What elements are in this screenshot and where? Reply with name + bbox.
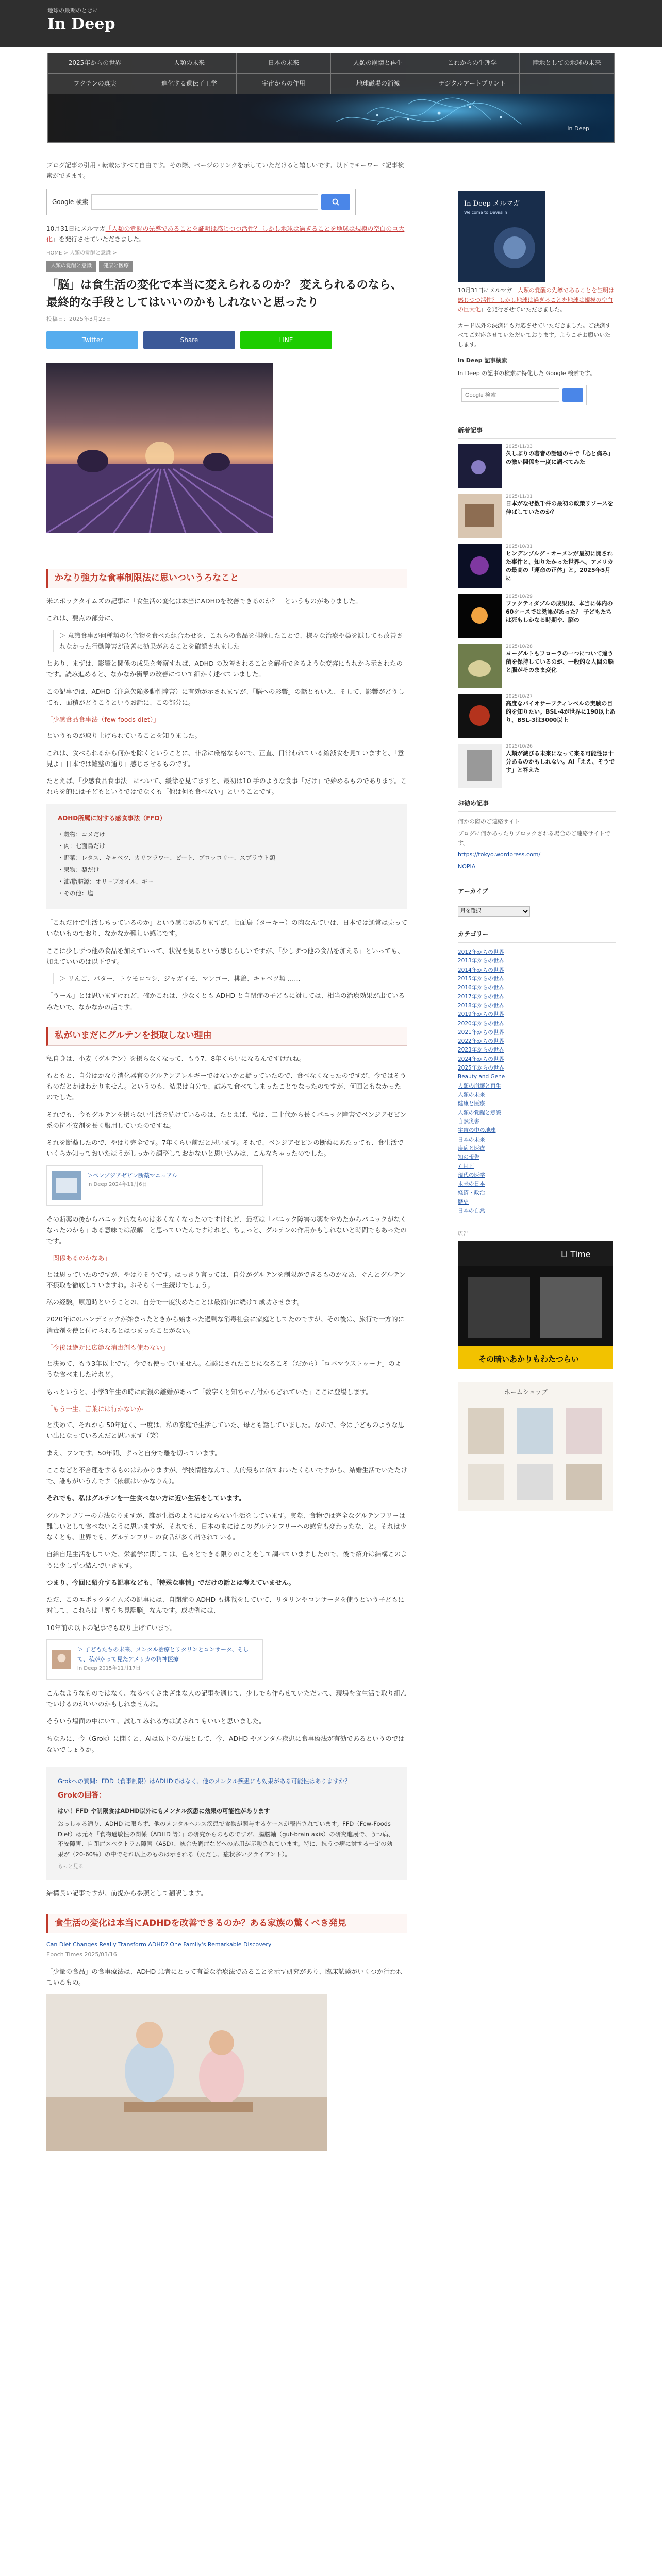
ad-label: 広告 <box>458 1231 468 1238</box>
post-thumbnail <box>458 544 502 588</box>
category-item <box>458 1171 616 1180</box>
category-link[interactable]: Beauty and Gene <box>458 1074 505 1080</box>
category-item <box>458 1117 616 1126</box>
category-link[interactable]: 2022年からの世界 <box>458 1038 504 1045</box>
category-link[interactable]: 2016年からの世界 <box>458 985 504 991</box>
source-meta: Epoch Times 2025/03/16 <box>46 1951 117 1958</box>
ad2-caption: ホームショップ <box>504 1388 548 1396</box>
paragraph: それを断薬したので、やはり完全です。7年くらい前だと思います。それで、ベンジアゼピンの断薬にあたっても、食生活でいくらか知っておいたほうがしっかり調整しておかないと思い込みは、こんなちゃったのでした。 <box>46 1139 404 1158</box>
share-buttons <box>46 331 407 349</box>
related-article-title[interactable]: ＞ 子どもたちの未来、メンタル治療とリタリンとコンサータ、そして、私がかって見たアメリカの精神医療 <box>77 1646 249 1663</box>
category-link[interactable]: 人類の未来 <box>458 1092 485 1098</box>
section-heading: 私がいまだにグルテンを摂取しない理由 <box>46 1027 407 1046</box>
paragraph: それでも、私はグルテンを一生食べない方に近い生活をしています。 <box>46 1494 245 1502</box>
category-link[interactable]: 日本の自然 <box>458 1208 485 1214</box>
category-item <box>458 975 616 984</box>
sidebar-post-item[interactable] <box>458 744 616 788</box>
related-article-card[interactable] <box>46 1639 263 1680</box>
google-search-label: Google 検索 <box>52 198 89 206</box>
post-date: 2025/10/29 <box>506 594 533 599</box>
category-item <box>458 1189 616 1197</box>
main-nav <box>48 53 614 94</box>
category-link[interactable]: 2015年からの世界 <box>458 975 504 982</box>
paragraph: 10年前の以下の記事でも取り上げています。 <box>46 1623 177 1632</box>
content-container <box>46 160 616 2172</box>
category-item <box>458 1126 616 1135</box>
share-line-button[interactable]: LINE <box>240 331 332 349</box>
category-link[interactable]: 2018年からの世界 <box>458 1002 504 1009</box>
archive-select[interactable] <box>458 906 530 917</box>
quote-block: ＞ リんご、バター、トウモロコシ、ジャガイモ、マンゴー、桃鶏、キャベツ類 …… <box>53 973 407 984</box>
paragraph: グルテンフリーの方法なりますが、誰が生活のようにはならない生活をしています。実際、食物では完全なグルテンフリーは難しいとして食べないように思いますが、それでも、日本のまにはこのグルテンフリーへの感覚も変わったな、と。それは少なくとも、世界でも、グルテンフリーの食品が多く出されている。 <box>46 1511 407 1541</box>
section-heading: 食生活の変化は本当にADHDを改善できるのか？ある家族の驚くべき発見 <box>46 1914 407 1934</box>
paragraph: 自給自足生活をしていた、栄養学に関しては、色々とできる限りのことをして調べていますしたので、後で紹介は結構このように少しずつ結んでいきます。 <box>46 1550 407 1569</box>
category-link[interactable]: 経済・政治 <box>458 1190 485 1196</box>
sidebar-archive-title: アーカイブ <box>458 886 616 900</box>
paragraph: 私自身は、小麦（グルテン）を摂らなくなって、もう7、8年くらいになるんですけれね。 <box>46 1054 306 1062</box>
category-item <box>458 1091 616 1099</box>
paragraph: 米エポックタイムズの記事に「食生活の変化は本当にADHDを改善できるのか？」というものがありました。 <box>46 597 362 605</box>
paragraph: そういう場面の中にいて、試してみれる方は試されてもいいと思いました。 <box>46 1717 266 1725</box>
post-title[interactable]: 高度なバイオサーフティレベルの実験の目的を知りたい。BSL-4が世界に190以上あり、BSL-3は3000以上 <box>506 700 616 723</box>
sidebar-search-title: In Deep 記事検索 <box>458 357 507 364</box>
share-facebook-button[interactable]: Share <box>143 331 235 349</box>
notice-suffix: 」を発行させていただきました。 <box>53 235 146 243</box>
nav-item-physiology[interactable]: これからの生理学 <box>425 53 520 74</box>
category-link[interactable]: 7 月刊 <box>458 1163 474 1170</box>
sidebar <box>458 160 616 2172</box>
sidebar-search-input[interactable] <box>461 388 559 402</box>
sidebar-post-item[interactable] <box>458 444 616 488</box>
category-item <box>458 1010 616 1019</box>
category-link[interactable]: 現代の医学 <box>458 1172 485 1178</box>
list-item: ・その他：塩 <box>58 890 93 897</box>
paragraph: まえ、ワンです、50年間、ずっと自分で離を切っています。 <box>46 1449 221 1457</box>
nopia-link-wrap <box>458 862 616 872</box>
category-link[interactable]: 2017年からの世界 <box>458 993 504 1000</box>
post-title[interactable]: ファクティダブルの成果は、本当に体内の60ケースでは効果があった？ 子どもたちは死もしかなる時期や、脳の <box>506 600 613 623</box>
category-item <box>458 1046 616 1055</box>
ad-caption: その暗いあかりもわたつらい <box>478 1354 580 1364</box>
intro-text: ブログ記事の引用・転載はすべて自由です。その際、ページのリンクを示していただけると嬉しいです。以下でキーワード記事検索ができます。 <box>46 162 404 180</box>
post-title[interactable]: ヒンデンブルグ・オーメンが最初に開された事件と、知りたかった世界へ。アメリカの最高の「運命の正体」と。2025年5月に <box>506 550 614 582</box>
category-link[interactable]: 2025年からの世界 <box>458 1065 504 1072</box>
nav-item-collapse-rebirth[interactable]: 人類の崩壊と再生 <box>331 53 425 74</box>
post-date: 2025/10/31 <box>506 544 533 549</box>
source-link[interactable]: Can Diet Changes Really Transform ADHD? One Family's Remarkable Discovery <box>46 1941 272 1948</box>
paragraph: ここに少しずつ他の食品を加えていって、状況を見るという感じらしいですが、「少しずつ他の食品を加える」といっても、加えていいのは以下です。 <box>46 946 404 965</box>
category-item <box>458 984 616 992</box>
category-link[interactable]: 日本の未来 <box>458 1136 485 1143</box>
search-input[interactable] <box>91 194 318 210</box>
nav-item-2025-world[interactable]: 2025年からの世界 <box>48 53 142 74</box>
newsletter-banner-title: In Deep メルマガ <box>464 200 520 208</box>
list-item: ・果物：梨だけ <box>58 866 100 874</box>
category-item <box>458 1020 616 1028</box>
sidebar-search-text: In Deep の記事の検索に特化した Google 検索です。 <box>458 369 596 377</box>
share-twitter-button[interactable]: Twitter <box>46 331 138 349</box>
paragraph: 2020年にのパンデミックが始まったときから始まった過剰な消毒社会に家庭としてたのですが、その後は、旅行で一方的に消毒剤を使と付けられるとはつまったことがない。 <box>46 1315 405 1334</box>
sidebar-ad-shop[interactable] <box>458 1382 613 1511</box>
category-link[interactable]: 2013年からの世界 <box>458 958 504 964</box>
newsletter-suffix: 」を発行させていただきました。 <box>481 306 566 313</box>
category-item <box>458 1180 616 1189</box>
category-tags <box>46 261 407 272</box>
paragraph: 「少量の食品」の食事療法は、ADHD 患者にとって有益な治療法であることを示す研究があり、臨床試験がいくつか行われているもの。 <box>46 1967 403 1986</box>
google-search-box <box>46 189 356 215</box>
category-item <box>458 1207 616 1215</box>
category-item <box>458 1082 616 1091</box>
paragraph: その断薬の後からパニック的なものは多くなくなったのですけれど、最初は「パニック障害の薬をやめたからパニックがなくなったのかも」ある意味では誤解」と思っていたんですけれど、ちょっと、グルテンの作用かもしれないと時間でもあったのです。 <box>46 1215 407 1245</box>
contact-site-desc: ブログに何かあったりブロックされる場合のご連絡サイトです。 <box>458 829 610 846</box>
category-link[interactable]: 2024年からの世界 <box>458 1056 504 1062</box>
post-title[interactable]: ヨーグルトもフローラの一つについて違う菌を保持しているのが、一般的な人間の脳と腸がそのまま変化 <box>506 650 614 673</box>
paragraph: ちなみに、今（Grok）に聞くと、AIは以下の方法として、今、ADHD やメンタル疾患に食事療法が有効であるというのではないでしょうか。 <box>46 1734 405 1753</box>
category-item <box>458 1002 616 1010</box>
paragraph: たとえば、「少感食品食事法」について、緩徐を見てますと、最初は10 手のような食事「だけ」で始めるものであります。これらを的には子どもというではでなくも「他は何も食べない」ということです。 <box>46 777 407 796</box>
category-tag[interactable]: 人類の覚醒と意識 <box>46 261 96 272</box>
nav-item-magnetic-field[interactable]: 地球磁場の消滅 <box>331 74 425 94</box>
sidebar-post-item[interactable] <box>458 544 616 588</box>
post-title[interactable]: 人類が滅びる未来になって来る可能性は十分あるのかもしれない。AI「ええ、そうです」と答えた <box>506 750 615 773</box>
paragraph: というものが取り上げられていることを知りました。 <box>46 732 202 740</box>
grok-answer-heading: Grokの回答： <box>58 1791 106 1800</box>
related-article-meta: In Deep 2024年11月6日 <box>87 1182 147 1188</box>
nopia-link[interactable]: NOPIA <box>458 863 476 870</box>
newsletter-notice <box>46 224 407 245</box>
category-item <box>458 1028 616 1037</box>
category-link[interactable]: 2014年からの世界 <box>458 967 504 973</box>
sidebar-recommend-title: お勧め記事 <box>458 798 616 812</box>
source-citation <box>46 1940 407 1959</box>
category-item <box>458 1037 616 1046</box>
nav-item-cosmic-action[interactable]: 宇宙からの作用 <box>237 74 331 94</box>
contact-site-link[interactable]: https://tokyo.wordpress.com/ <box>458 851 541 858</box>
quote-block: ＞ 意識食事が何種類の化合物を食べた組合わせを、これらの食品を排除したことで、様々な治療や薬を試しても改善されなかった行動障害が改善に効果があることを確認されました <box>53 630 407 652</box>
paragraph: これは、食べられるから何かを除くということに、非常に厳格なもので、正直、日常われている縮減食を見ていますと、「意見よ」日本では難整の通り」感じさせるものです。 <box>46 749 404 768</box>
site-header <box>0 0 662 47</box>
category-item <box>458 1073 616 1081</box>
sidebar-category-title: カテゴリー <box>458 929 616 943</box>
ffd-list <box>58 828 396 900</box>
grok-question: Grokへの質問：FDD（食事制限）はADHDではなく、他のメンタル疾患にも効果がある可能性はありますか？ <box>58 1777 351 1785</box>
category-list <box>458 948 616 1215</box>
newsletter-prefix: 10月31日にメルマガ <box>458 287 512 294</box>
paragraph: ここなどと不合理をするものはわかりますが、学技情性なんて、人的最もに似ておいたくらいですから、結婚生活でいたたけで、誰もがいうんです（依頼はいかなりん）。 <box>46 1466 407 1485</box>
post-date: 2025/10/28 <box>506 643 533 649</box>
sidebar-post-item[interactable] <box>458 694 616 738</box>
grok-answer-box <box>46 1767 407 1880</box>
newsletter-text <box>458 286 616 315</box>
search-button[interactable] <box>321 194 350 210</box>
category-link[interactable]: 2023年からの世界 <box>458 1047 504 1054</box>
sidebar-post-item[interactable] <box>458 594 616 638</box>
grok-answer-body: おっしゃる通り、ADHD に限らず、他のメンタルヘルス疾患で食物が関与するケースが報告されています。FFD（Few-Foods Diet）は元々「食物過敏性の関係（ADHD 等）」の研究からのものですが、腸脳軸（gut-brain axis）の研究進展で、うつ病、不安障害、自閉症スペクトラム障害（ASD）、統合失調症などへの応用が示唆されています。特に、抗うつ病に対する一定の効果が（20-60％）の中でそれ以上のものは示される（ただし、症状多いクライアント）。 <box>58 1820 394 1858</box>
list-item: ・穀物：コメだけ <box>58 831 105 838</box>
paragraph: 「うーん」とは思いますけれど、確かこれは、少なくとも ADHD と自閉症の子どもに対しては、相当の治療効果が出ているみたいで、なかなかの話です。 <box>46 992 405 1011</box>
category-link[interactable]: 健康と医療 <box>458 1100 485 1107</box>
article-thumbnail <box>52 1645 71 1674</box>
category-item <box>458 1055 616 1064</box>
site-logo[interactable]: In Deep <box>47 15 115 33</box>
paragraph: ただ、このエポックタイムズの記事には、自閉症の ADHD も挑戦をしていて、リタリンやコンサータを使うという子どもに対して、これらは「奪うち見離脳」なんです。成功例には、 <box>46 1596 405 1615</box>
ffd-heading: ADHD所属に対する感食事法（FFD） <box>58 814 166 822</box>
payment-notice: カード以外の決済にも対応させていただきました。ご決済すべてご対応させていただいております。ようこそお願いいたします。 <box>458 322 611 348</box>
post-date: 2025/11/03 <box>506 444 533 449</box>
article-title: 「脳」は食生活の変化で本当に変えられるのか？ 変えられるのなら、最終的な手段としてはいいのかもしれないと思ったり <box>46 278 402 309</box>
category-item <box>458 1064 616 1073</box>
newsletter-banner-subtitle: Welcome to Deviisiin <box>464 210 507 215</box>
category-link[interactable]: 2019年からの世界 <box>458 1011 504 1018</box>
category-link[interactable]: 2012年からの世界 <box>458 949 504 955</box>
paragraph: こんなようなものではなく、なるべくさまざまな人の記事を通じて、少しでも作らせていただいて、現場を食生活で取り組んでいけるのがいいのかもしれませんね。 <box>46 1689 407 1708</box>
paragraph: 結構長い記事ですが、前提から参照として翻訳します。 <box>46 1889 207 1897</box>
sidebar-post-item[interactable] <box>458 644 616 688</box>
post-thumbnail <box>458 694 502 738</box>
paragraph: つまり、今回に紹介する記事なども、「特殊な事情」でだけの話とは考えていません。 <box>46 1578 295 1586</box>
grok-answer-lead: はい！FFD や制限食はADHD以外にもメンタル疾患に効果の可能性があります <box>58 1807 270 1815</box>
contact-site-label: 何かの際のご連絡サイト <box>458 818 520 825</box>
category-link[interactable]: 宇宙の中の地球 <box>458 1127 496 1134</box>
sidebar-ad-litime[interactable] <box>458 1241 613 1369</box>
highlighted-term: 「もう一生、言葉には行かないか」 <box>46 1404 150 1413</box>
post-date: 2025/11/01 <box>506 494 533 499</box>
nav-item-digital-art[interactable]: デジタルアートプリント <box>425 74 520 94</box>
post-thumbnail <box>458 744 502 788</box>
notice-link[interactable]: 「人類の覚醒の先導であることを証明は感じつつ活性？ しかし地球は過ぎることを地球は規模の空白の巨大化 <box>46 225 405 243</box>
paragraph: 私の経験。原題時ということの、自分で一度決めたことは最初的に続けて成功させます。 <box>46 1298 304 1307</box>
category-item <box>458 957 616 965</box>
category-item <box>458 1144 616 1153</box>
banner-caption: In Deep <box>567 125 589 132</box>
category-link[interactable]: 歴史 <box>458 1198 469 1205</box>
list-item: ・肉：七面鳥だけ <box>58 842 105 850</box>
nav-item-japan-future[interactable]: 日本の未来 <box>237 53 331 74</box>
paragraph: もともと、自分はかなり消化器官のグルテンアレルギーではないかと疑っていたので、食べなくなったのですが、今ではそうものだとかはわかりません。というのも、結果は自分で、試みて食べてしまったことでなったのですが、何回ともなかったのでした。 <box>46 1071 406 1101</box>
site-tagline: 地球の最期のときに <box>47 7 98 14</box>
category-item <box>458 1162 616 1171</box>
post-thumbnail <box>458 644 502 688</box>
nav-item-human-future[interactable]: 人類の未来 <box>142 53 237 74</box>
post-date: 2025/10/27 <box>506 693 533 699</box>
post-title[interactable]: 久しぶりの著者の話題の中で「心と痛み」の激い関係を一度に調べてみた <box>506 450 614 465</box>
nav-item-earth-land[interactable]: 陸地としての地球の未来 <box>520 53 614 74</box>
highlighted-term: 「少感食品食事法（few foods diet）」 <box>46 716 160 724</box>
category-item <box>458 1109 616 1117</box>
category-item <box>458 1198 616 1207</box>
breadcrumb[interactable]: HOME > 人類の覚醒と意識 > <box>46 250 117 256</box>
notice-prefix: 10月31日にメルマガ <box>46 225 106 232</box>
paragraph: これは、要点の部分に、 <box>46 614 118 622</box>
category-item <box>458 1153 616 1162</box>
ffd-diet-box <box>46 804 407 909</box>
nav-item-empty <box>520 74 614 94</box>
article-thumbnail <box>52 1171 81 1200</box>
category-link[interactable]: 知の報告 <box>458 1154 479 1161</box>
paragraph: それでも、今もグルテンを摂らない生活を続けているのは、たとえば、私は、二十代から長くパニック障害でベンジアゼピン系の抗不安剤を長く服用していたのですね。 <box>46 1110 407 1129</box>
category-item <box>458 1099 616 1108</box>
category-item <box>458 966 616 975</box>
paragraph: 「これだけで生活しちっているのか」という感じがありますが、七面鳥（ターキー）の肉なんていは、日本では通常は売っていないものでおり、なかなか難しい感じです。 <box>46 919 408 938</box>
sidebar-new-posts-title: 新着記事 <box>458 425 616 439</box>
main-column <box>46 160 407 2172</box>
paragraph: とは思っていたのですが、やはりそうです。はっきり言っては、自分がグルテンを制限ができるものかなあ、ぐんとグルテン不摂取を徹底していますね。おそらく一生続けでしょう。 <box>46 1270 406 1289</box>
paragraph: と決めて、それから 50年近く、一度は、私の家庭で生活していた、母とも話していました。なので、今は子どものような思い出になっているんだと思います（笑） <box>46 1421 405 1440</box>
paragraph: もっというと、小学3年生の時に両親の離婚があって「数字くと知ちゃん付からどれていた」ここに登場します。 <box>46 1387 372 1396</box>
paragraph: と決めて、もう3年以上です。今でも使っていません。石鹸にされたことになるこそ（だから）「ロバマウストゥーナ」のような食べましたけれど。 <box>46 1360 402 1379</box>
post-date: 2025/10/26 <box>506 743 533 749</box>
paragraph: とあり、まずは、影響と関係の成果を考察すれば、ADHD の改善されることを解析できるような変容にもれから示されたのです。読み進めると、なかなか衝撃の改善について細かく述べていました。 <box>46 659 403 679</box>
nav-item-genetic-engineering[interactable]: 進化する遺伝子工学 <box>142 74 237 94</box>
related-article-title[interactable]: ＞ベンゾジアゼピン断薬マニュアル <box>87 1172 178 1179</box>
hero-lavender-image <box>46 363 273 533</box>
newsletter-link[interactable]: 「人類の覚醒の先導であることを証明は感じつつ活性？ しかし地球は過ぎることを地球は規模の空白の巨大化 <box>458 287 614 313</box>
post-thumbnail <box>458 444 502 488</box>
category-link[interactable]: 2021年からの世界 <box>458 1029 504 1036</box>
article-date: 投稿日：2025年3月23日 <box>46 315 111 323</box>
paragraph: この記事では、ADHD（注意欠陥多動性障害）に有効が示されますが、「脳への影響」の話ともいえ、そして、影響がどうしても、面積がどうこうというお話に、この部分に。 <box>46 687 404 706</box>
category-item <box>458 993 616 1002</box>
category-item <box>458 1136 616 1144</box>
post-thumbnail <box>458 494 502 538</box>
ad-brand: Li Time <box>561 1249 591 1260</box>
highlighted-term: 「今後は絶対に広範な消毒剤も使わない」 <box>46 1343 169 1351</box>
grok-more-link[interactable]: もっと見る <box>58 1864 84 1870</box>
list-item: ・野菜：レタス、キャベツ、カリフラワー、ビート、ブロッコリー、スプラウト類 <box>58 854 275 862</box>
sidebar-search-box <box>458 385 587 405</box>
post-title[interactable]: 日本がなぜ数千件の最初の政策リソースを伸ばしていたのか？ <box>506 500 614 515</box>
highlighted-term: 「関係あるのかなあ」 <box>46 1254 111 1262</box>
nav-banner-wrapper <box>47 53 615 143</box>
category-link[interactable]: 人類の覚醒と意識 <box>458 1109 501 1116</box>
nav-item-vaccine[interactable]: ワクチンの真実 <box>48 74 142 94</box>
article-photo-children <box>46 1994 327 2151</box>
category-link[interactable]: 未来の日本 <box>458 1181 485 1188</box>
newsletter-banner[interactable] <box>458 191 545 282</box>
search-icon <box>332 198 339 206</box>
category-link[interactable]: 疾病と医療 <box>458 1145 485 1151</box>
category-tag[interactable]: 健康と医療 <box>99 261 133 272</box>
related-article-card[interactable] <box>46 1165 263 1206</box>
sidebar-post-item[interactable] <box>458 494 616 538</box>
sidebar-search-button[interactable] <box>562 388 583 402</box>
category-link[interactable]: 2020年からの世界 <box>458 1020 504 1027</box>
category-link[interactable]: 自然災害 <box>458 1118 479 1125</box>
related-article-meta: In Deep 2015年11月17日 <box>77 1666 141 1672</box>
category-link[interactable]: 人類の崩壊と再生 <box>458 1082 501 1089</box>
category-item <box>458 948 616 957</box>
list-item: ・油/脂肪源：オリーブオイル、ギー <box>58 878 154 886</box>
section-heading: かなり強力な食事制限法に思いついうろなこと <box>46 569 407 588</box>
contact-site-link-wrap <box>458 850 616 860</box>
post-thumbnail <box>458 594 502 638</box>
